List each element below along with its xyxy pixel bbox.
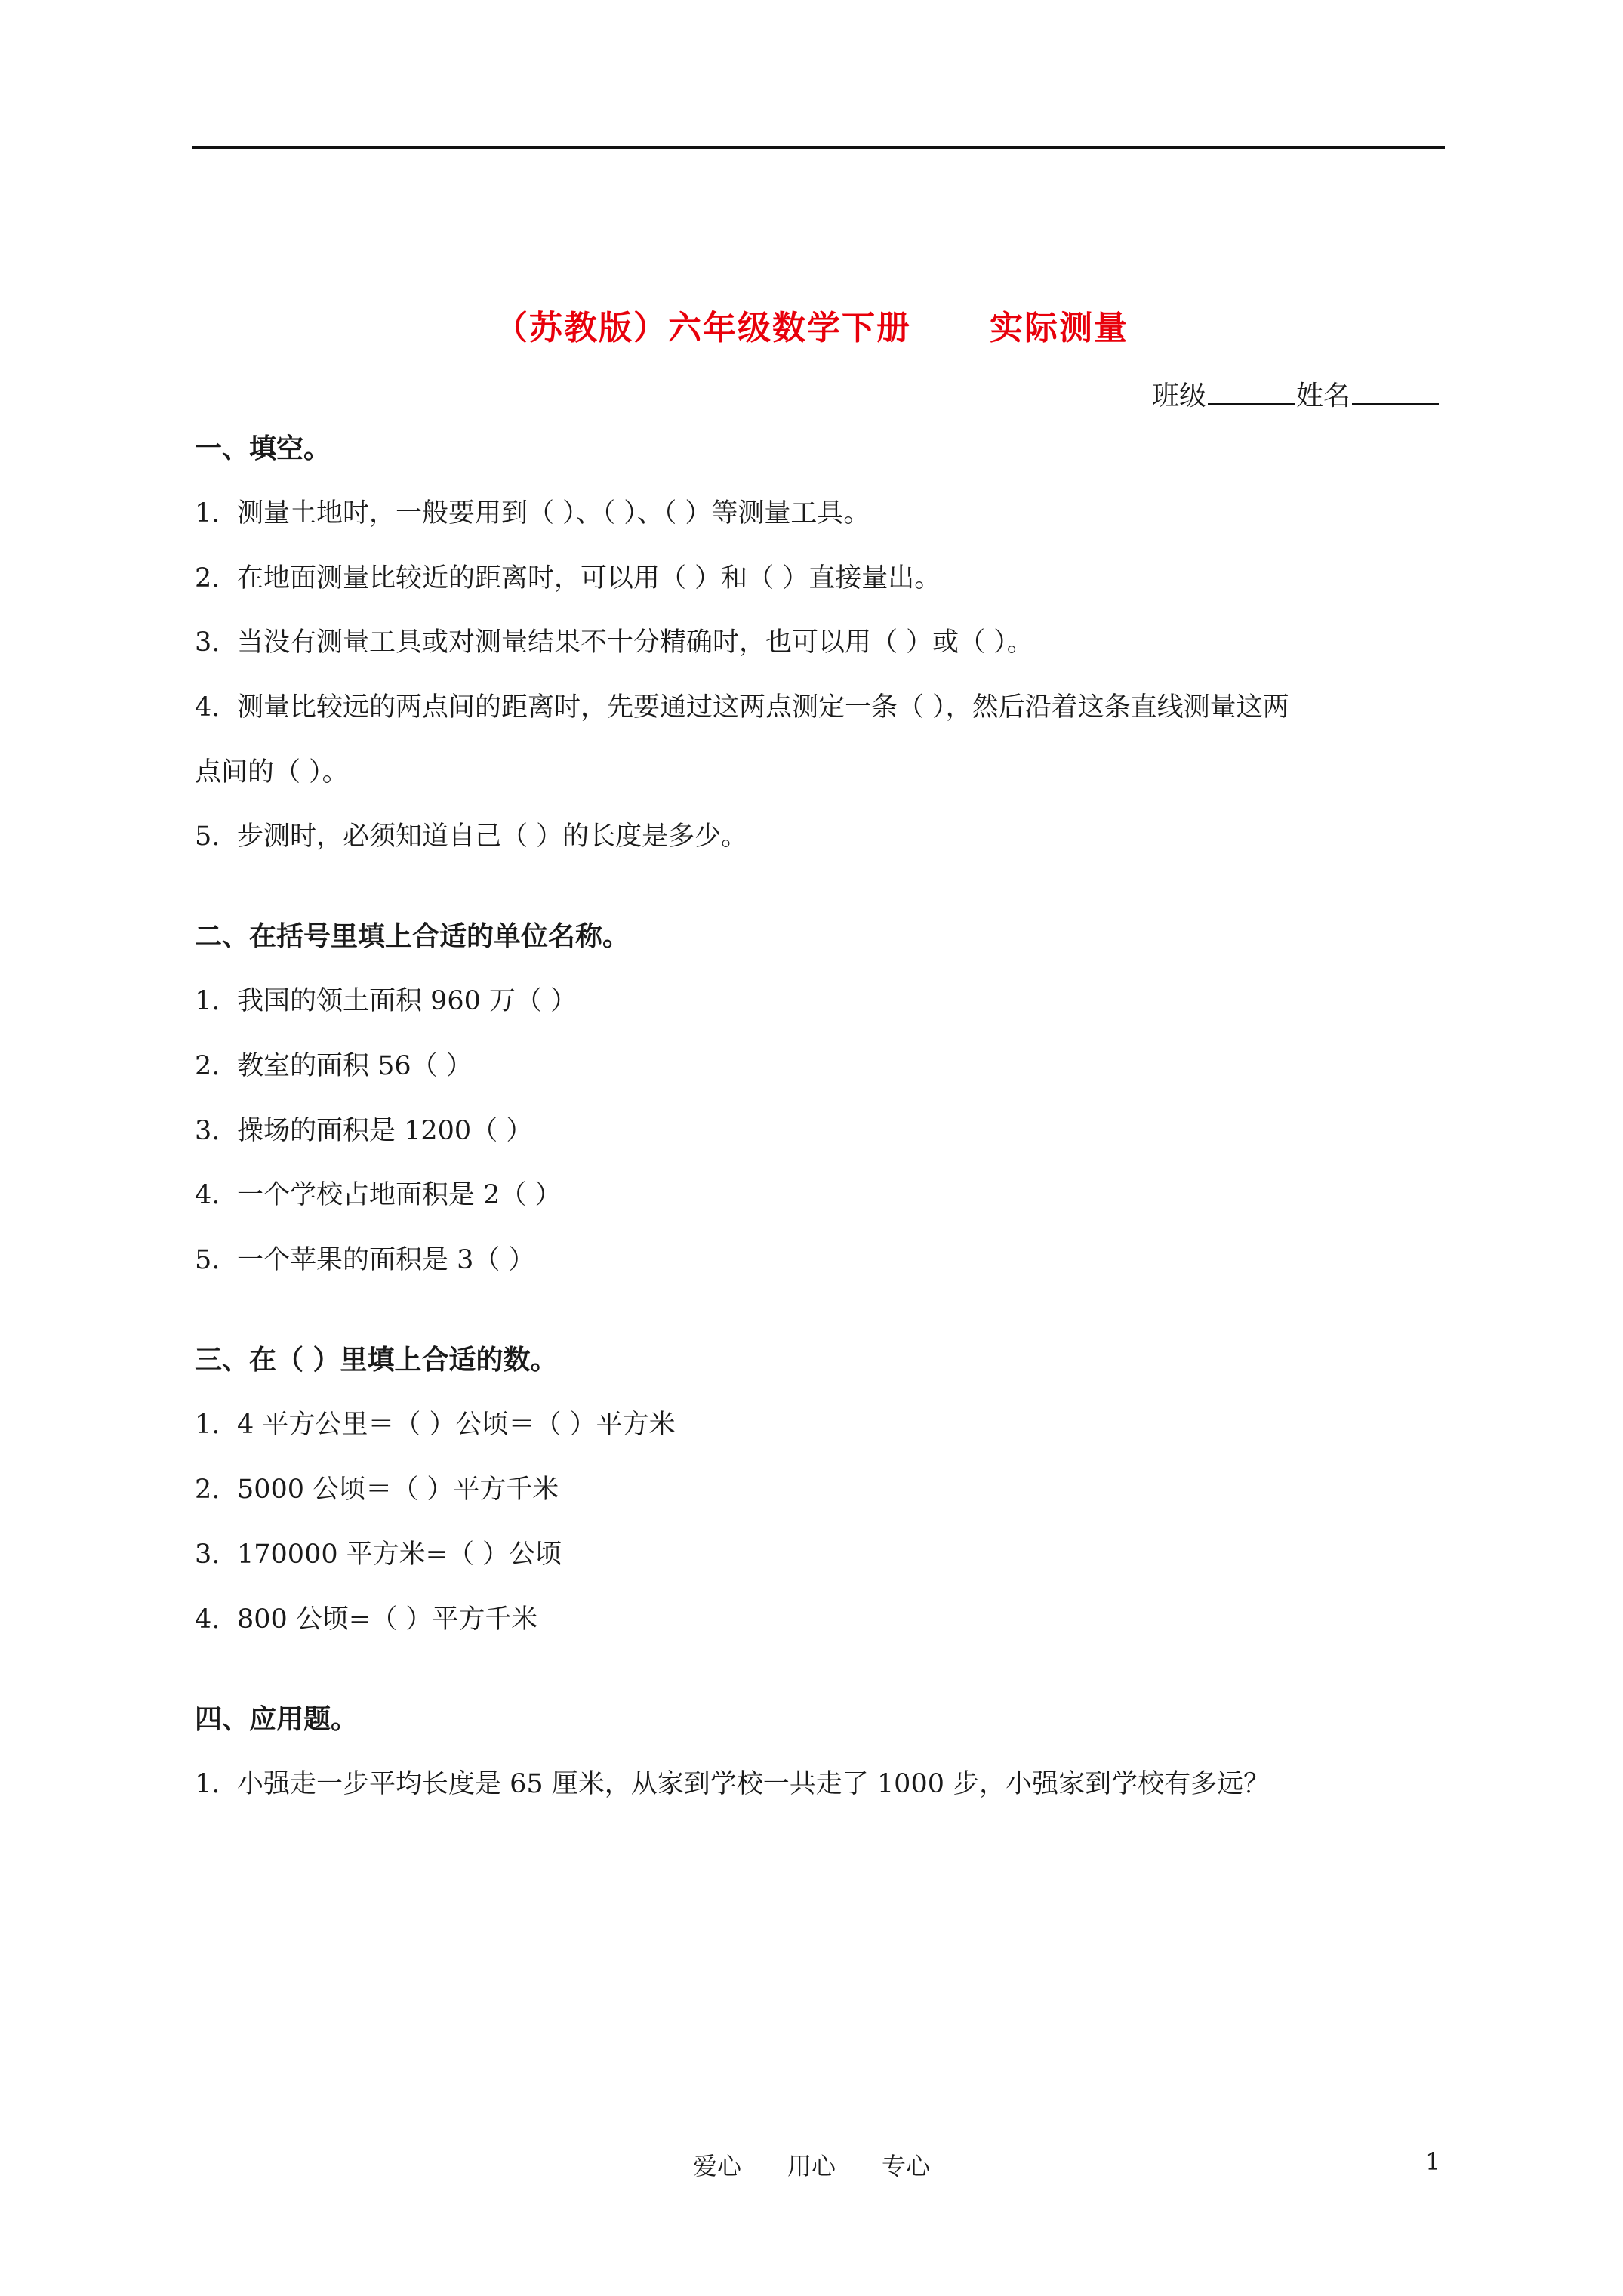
question-2-3 [195,1110,532,1148]
section-heading-2: 二、在括号里填上合适的单位名称。 [195,921,630,952]
question-text: 当没有测量工具或对测量结果不十分精确时，也可以用（ ）或（ ）。 [237,627,1033,658]
class-name-line [1152,374,1440,413]
page-footer: 爱心 用心 专心 [692,2152,931,2180]
question-2-5 [195,1239,535,1277]
question-text: 小强走一步平均长度是 65 厘米，从家到学校一共走了 1000 步，小强家到学校有多远？ [237,1769,1270,1799]
question-number: 3. [195,1539,220,1570]
name-label: 姓名 [1295,381,1350,411]
header-rule [192,146,1445,149]
question-number: 3. [195,1116,220,1146]
question-4-1 [195,1763,1270,1801]
question-text: 在地面测量比较近的距离时，可以用（ ）和（ ）直接量出。 [237,563,941,593]
question-number: 1. [195,1410,220,1440]
question-text: 我国的领土面积 960 万（ ） [237,986,577,1016]
question-text: 一个学校占地面积是 2（ ） [237,1180,562,1210]
document-title: （苏教版）六年级数学下册 实际测量 [494,309,1129,347]
question-number: 1. [195,1769,220,1799]
class-label: 班级 [1151,381,1206,411]
question-2-2 [195,1045,473,1083]
class-blank [1208,381,1295,405]
question-text: 测量比较远的两点间的距离时，先要通过这两点测定一条（ ），然后沿着这条直线测量这两 [237,692,1289,723]
question-number: 4. [195,1604,220,1635]
section-heading-4: 四、应用题。 [195,1704,359,1735]
question-text: 170000 平方米=（ ）公顷 [237,1539,562,1570]
question-text: 一个苹果的面积是 3（ ） [237,1245,535,1275]
question-number: 1. [195,498,220,529]
question-number: 2. [195,563,220,593]
question-1-1 [195,492,870,530]
question-text: 操场的面积是 1200（ ） [237,1116,533,1146]
question-text: 教室的面积 56（ ） [237,1051,473,1081]
question-number: 2. [195,1475,220,1505]
question-number: 3. [195,627,220,658]
question-text: 测量土地时，一般要用到（ ）、（ ）、（ ）等测量工具。 [237,498,870,529]
question-number: 5. [195,1245,220,1275]
question-text: 步测时，必须知道自己（ ）的长度是多少。 [237,821,748,852]
question-text: 5000 公顷＝（ ）平方千米 [237,1475,559,1505]
question-3-1 [195,1404,676,1441]
question-1-3 [195,621,1033,659]
question-number: 4. [195,1180,220,1210]
question-1-4-continuation: 点间的（ ）。 [195,757,349,787]
question-number: 2. [195,1051,220,1081]
question-text: 4 平方公里＝（ ）公顷＝（ ）平方米 [237,1410,676,1440]
question-3-3 [195,1533,562,1571]
page-number: 1 [1425,2147,1441,2176]
section-heading-3: 三、在（ ）里填上合适的数。 [195,1345,558,1376]
section-heading-1: 一、填空。 [195,433,331,464]
question-3-2 [195,1469,559,1506]
name-blank [1352,381,1439,405]
question-1-2 [195,557,941,595]
question-2-4 [195,1174,562,1212]
question-number: 5. [195,821,220,852]
question-2-1 [195,980,577,1018]
question-1-4 [195,686,1289,724]
question-number: 4. [195,692,220,723]
question-number: 1. [195,986,220,1016]
question-text: 800 公顷=（ ）平方千米 [237,1604,538,1635]
question-1-5 [195,815,747,853]
question-3-4 [195,1598,537,1636]
